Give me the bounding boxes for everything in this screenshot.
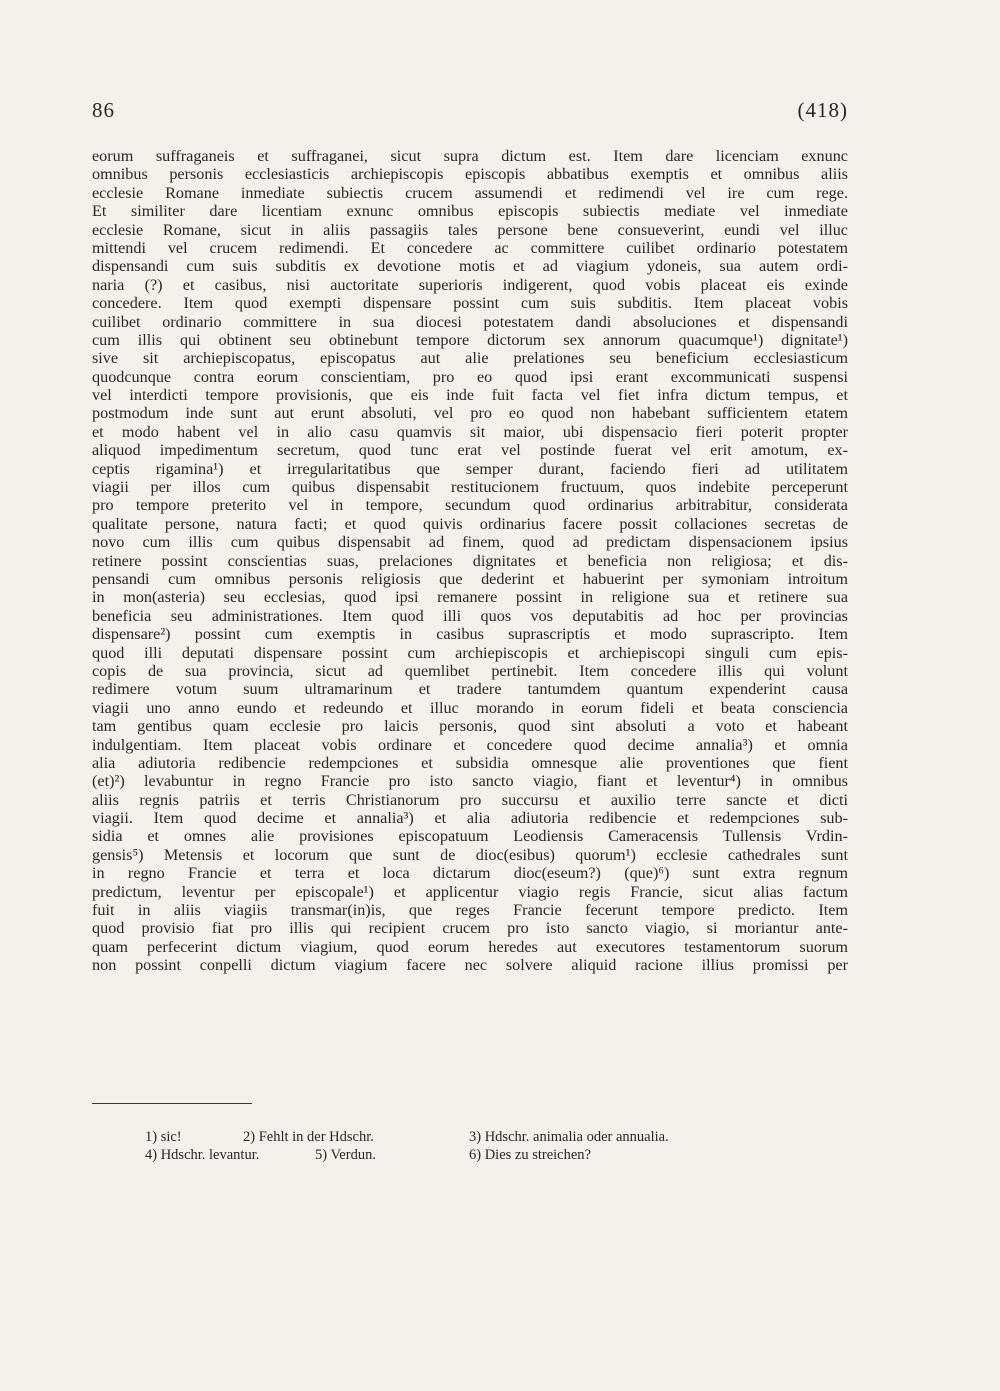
text-line: viagii. Item quod decime et annalia³) et alia adiutoria redibencie et redempciones sub- — [92, 809, 848, 828]
footnote-1: 1) sic! — [145, 1129, 182, 1145]
footnote-6: 6) Dies zu streichen? — [469, 1147, 591, 1163]
text-line: sive sit archiepiscopatus, episcopatus aut alie prelationes seu beneficium ecclesiasticum — [92, 349, 848, 368]
text-line: beneficia seu administrationes. Item quod illi quos vos deputabitis ad hoc per provincias — [92, 606, 848, 625]
footnote-3: 3) Hdschr. animalia oder annualia. — [469, 1129, 669, 1145]
text-line: non possint conpelli dictum viagium facere nec solvere aliquid racione illius promissi per — [92, 956, 848, 975]
text-line: ecclesie Romane, sicut in aliis passagiis tales persone bene consueverint, eundi vel illuc — [92, 220, 848, 239]
footnote-divider — [92, 1103, 252, 1104]
page-header — [92, 98, 848, 128]
text-line: naria (?) et casibus, nisi auctoritate superioris indigerent, quod vobis placeat eis exinde — [92, 275, 848, 294]
page-marker: (418) — [797, 98, 848, 122]
text-line: cuilibet ordinario committere in sua diocesi potestatem dandi absoluciones et dispensandi — [92, 312, 848, 331]
text-line: gensis⁵) Metensis et locorum que sunt de dioc(esibus) quorum¹) ecclesie cathedrales sunt — [92, 845, 848, 864]
text-line: redimere votum suum ultramarinum et tradere tantumdem quantum expenderint causa — [92, 680, 848, 699]
footnote-2: 2) Fehlt in der Hdschr. — [243, 1129, 374, 1145]
text-line: (et)²) levabuntur in regno Francie pro isto sancto viagio, fiant et leventur⁴) in omnibus — [92, 772, 848, 791]
text-line: omnibus personis ecclesiasticis archiepiscopis episcopis abbatibus exemptis et omnibus aliis — [92, 165, 848, 184]
text-line: postmodum inde sunt aut erunt absoluti, vel pro eo quod non habebant sufficientem etatem — [92, 404, 848, 423]
text-line: mittendi vel crucem redimendi. Et concedere ac committere cuilibet ordinario potestatem — [92, 238, 848, 257]
text-line: in mon(asteria) seu ecclesias, quod ipsi remanere possint in religione sua et retinere sua — [92, 588, 848, 607]
body-text — [92, 147, 848, 975]
footnote-5: 5) Verdun. — [315, 1147, 376, 1163]
text-line: eorum suffraganeis et suffraganei, sicut supra dictum est. Item dare licenciam exnunc — [92, 147, 848, 165]
text-line: retinere possint conscientias suas, prelaciones dignitates et beneficia non religiosa; et dis- — [92, 551, 848, 570]
text-line: et modo habent vel in alio casu quamvis sit maior, ubi dispensacio fieri poterit propter — [92, 422, 848, 441]
text-line: quam perfecerint dictum viagium, quod eorum heredes aut executores testamentorum suorum — [92, 937, 848, 956]
text-line: alia adiutoria redibencie redempciones et subsidia omnesque alie proventiones que fient — [92, 753, 848, 772]
text-line: fuit in aliis viagiis transmar(in)is, que reges Francie fecerunt tempore predicto. Item — [92, 901, 848, 920]
text-line: copis de sua provincia, sicut ad quemlibet pertinebit. Item concedere illis qui volunt — [92, 661, 848, 680]
text-line: cum illis qui obtinent seu obtinebunt tempore dictorum sex annorum quacumque¹) dignitate¹) — [92, 330, 848, 349]
text-line: Et similiter dare licentiam exnunc omnibus episcopis subiectis mediate vel inmediate — [92, 202, 848, 221]
page-number: 86 — [92, 98, 115, 122]
text-line: indulgentiam. Item placeat vobis ordinare et concedere quod decime annalia³) et omnia — [92, 735, 848, 754]
text-line: qualitate persone, natura facti; et quod quivis ordinarius facere possit collaciones secretas de — [92, 514, 848, 533]
footnotes — [145, 1128, 765, 1164]
text-line: aliquod impedimentum secretum, quod tunc erat vel postinde fuerat vel erit amotum, ex- — [92, 441, 848, 460]
text-line: quodcunque contra eorum conscientiam, pro eo quod ipsi erant excommunicati suspensi — [92, 367, 848, 386]
text-line: ceptis rigamina¹) et irregularitatibus que semper durant, faciendo fieri ad utilitatem — [92, 459, 848, 478]
text-line: quod provisio fiat pro illis qui recipient crucem pro isto sancto viagio, si moriantur ante- — [92, 919, 848, 938]
text-line: novo cum illis cum quibus dispensabit ad finem, quod ad predictam dispensacionem ipsius — [92, 533, 848, 552]
footnote-4: 4) Hdschr. levantur. — [145, 1147, 260, 1163]
text-line: vel interdicti tempore provisionis, que eis inde fuit facta vel fiet infra dictum tempus, et — [92, 386, 848, 405]
text-line: tam gentibus quam ecclesie pro laicis personis, quod sint absoluti a voto et habeant — [92, 717, 848, 736]
text-line: in regno Francie et terra et loca dictarum dioc(eseum?) (que)⁶) sunt extra regnum — [92, 864, 848, 883]
text-line: dispensandi cum suis subditis ex devotione motis et ad viagium ydoneis, sua autem ordi- — [92, 257, 848, 276]
text-line: quod illi deputati dispensare possint cum archiepiscopis et archiepiscopi singuli cum epis- — [92, 643, 848, 662]
text-line: aliis regnis patriis et terris Christianorum pro succursu et auxilio terre sancte et dicti — [92, 790, 848, 809]
text-line: viagii per illos cum quibus dispensabit restitucionem fructuum, quos indebite perceperunt — [92, 478, 848, 497]
text-line: ecclesie Romane inmediate subiectis crucem assumendi et redimendi vel ire cum rege. — [92, 183, 848, 202]
text-line: concedere. Item quod exempti dispensare possint cum suis subditis. Item placeat vobis — [92, 294, 848, 313]
text-line: dispensare²) possint cum exemptis in casibus suprascriptis et modo suprascripto. Item — [92, 625, 848, 644]
text-line: pensandi cum omnibus personis religiosis que dederint et habuerint per symoniam introitum — [92, 569, 848, 588]
text-line: predictum, leventur per episcopale¹) et applicentur viagio regis Francie, sicut alias factum — [92, 882, 848, 901]
text-line: pro tempore preterito vel in tempore, secundum quod ordinarius arbitrabitur, considerata — [92, 496, 848, 515]
text-line: sidia et omnes alie provisiones episcopatuum Leodiensis Cameracensis Tullensis Vrdin- — [92, 827, 848, 846]
text-line: viagii uno anno eundo et redeundo et illuc morando in eorum fideli et beata consciencia — [92, 698, 848, 717]
